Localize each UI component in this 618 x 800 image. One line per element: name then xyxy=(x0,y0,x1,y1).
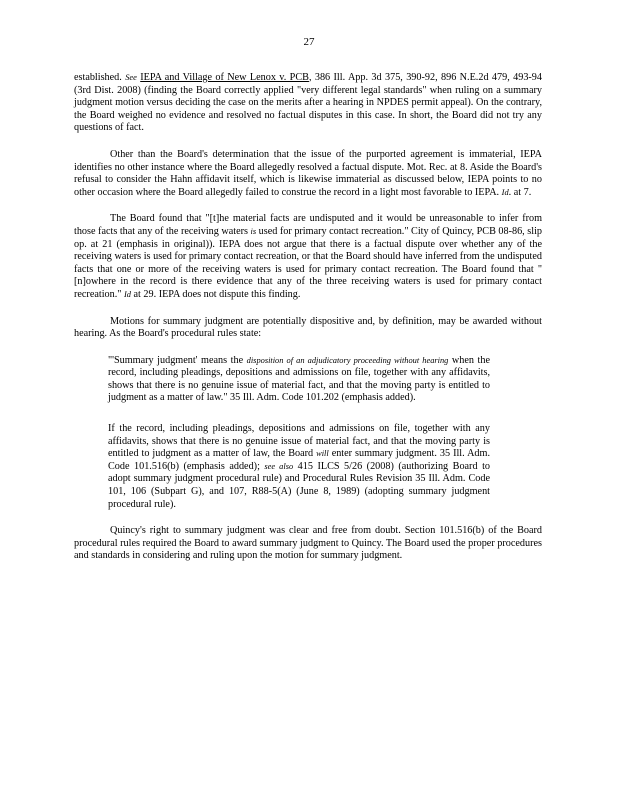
block-quote xyxy=(108,423,490,511)
paragraph xyxy=(74,72,542,135)
paragraph xyxy=(74,149,542,199)
text-run: established. xyxy=(74,72,126,83)
text-run: The Board found that "[t]he material facts are undisputed and it would be unreasonable to infer from those facts that any of the receiving waters xyxy=(74,213,542,237)
text-run: Quincy's right to summary judgment was clear and free from doubt. Section 101.516(b) of the Board procedural rules required the Board to award summary judgment to Quincy. The Board used the proper procedures and standards in considering and ruling upon the motion for summary judgment. xyxy=(74,525,542,562)
italic-text: disposition of an adjudicatory proceeding without hearing xyxy=(246,355,449,365)
text-run: . at 7. xyxy=(508,186,532,198)
text-run: when the record, including pleadings, depositions and admissions on file, together with any affidavits, shows that there is no genuine issue of material fact, and that the moving party is entitled to judgment as a matter of law." 35 Ill. Adm. Code 101.202 (emphasis added). xyxy=(108,354,491,404)
document-body xyxy=(74,72,542,577)
text-run: Other than the Board's determination that the issue of the purported agreement is immaterial, IEPA identifies no other instance where the Board allegedly resolved a factual dispute. Mot. Rec. at 8. Aside the Board's refusal to consider the Hahn affidavit itself, which is likewise immaterial as discussed below, IEPA points to no other occasion where the Board allegedly failed to construe the record in a light most favorable to IEPA. xyxy=(74,148,542,198)
italic-text: Id xyxy=(123,289,131,299)
text-run: , 386 Ill. App. 3d 375, 390-92, 896 N.E.2d 479, 493-94 (3rd Dist. 2008) (finding the Board correctly applied "very different legal standards" when ruling on a summary judgment motion versus deciding the case on the merits after a hearing in NPDES permit appeal). On the contrary, the Board weighed no evidence and resolved no factual disputes in this case. In short, the Board did not try any questions of fact. xyxy=(74,72,542,134)
text-run: at 29. IEPA does not dispute this finding. xyxy=(130,288,301,300)
text-run: used for primary contact recreation." City of Quincy, PCB 08-86, slip op. at 21 (emphasis in original)). IEPA does not argue that there is a factual dispute over whether any of the receiving waters is used for primary contact recreation, or that the Board should have inferred from the undisputed facts that one or more of the receiving waters is used for primary contact recreation. The Board found that "[n]owhere in the record is there evidence that any of the three receiving waters is used for primary contact recreation." xyxy=(74,225,542,300)
paragraph xyxy=(74,213,542,301)
text-run: enter summary judgment. 35 Ill. Adm. Code 101.516(b) (emphasis added); xyxy=(108,448,490,472)
page-number: 27 xyxy=(303,36,315,48)
italic-text: see also xyxy=(264,461,294,471)
text-run: Motions for summary judgment are potentially dispositive and, by definition, may be awarded without hearing. As the Board's procedural rules state: xyxy=(74,315,542,340)
text-run: If the record, including pleadings, depositions and admissions on file, together with any affidavits, shows that there is no genuine issue of material fact, and that the moving party is entitled to judgment as a matter of law, the Board xyxy=(108,423,490,460)
case-citation: IEPA and Village of New Lenox v. PCB xyxy=(140,72,309,83)
italic-text: See xyxy=(125,73,137,82)
italic-text: is xyxy=(250,226,257,236)
text-run: 415 ILCS 5/26 (2008) (authorizing Board to adopt summary judgment procedural rule) and Procedural Rules Revision 35 Ill. Adm. Code 101, 106 (Subpart G), and 107, R88-5(A) (June 8, 1989) (adopting summary judgment procedural rule). xyxy=(108,460,490,510)
italic-text: Id xyxy=(501,187,509,197)
italic-text: will xyxy=(316,449,329,459)
paragraph xyxy=(74,525,542,563)
text-run: "'Summary judgment' means the xyxy=(108,354,247,366)
paragraph xyxy=(74,316,542,341)
block-quote xyxy=(108,355,490,405)
